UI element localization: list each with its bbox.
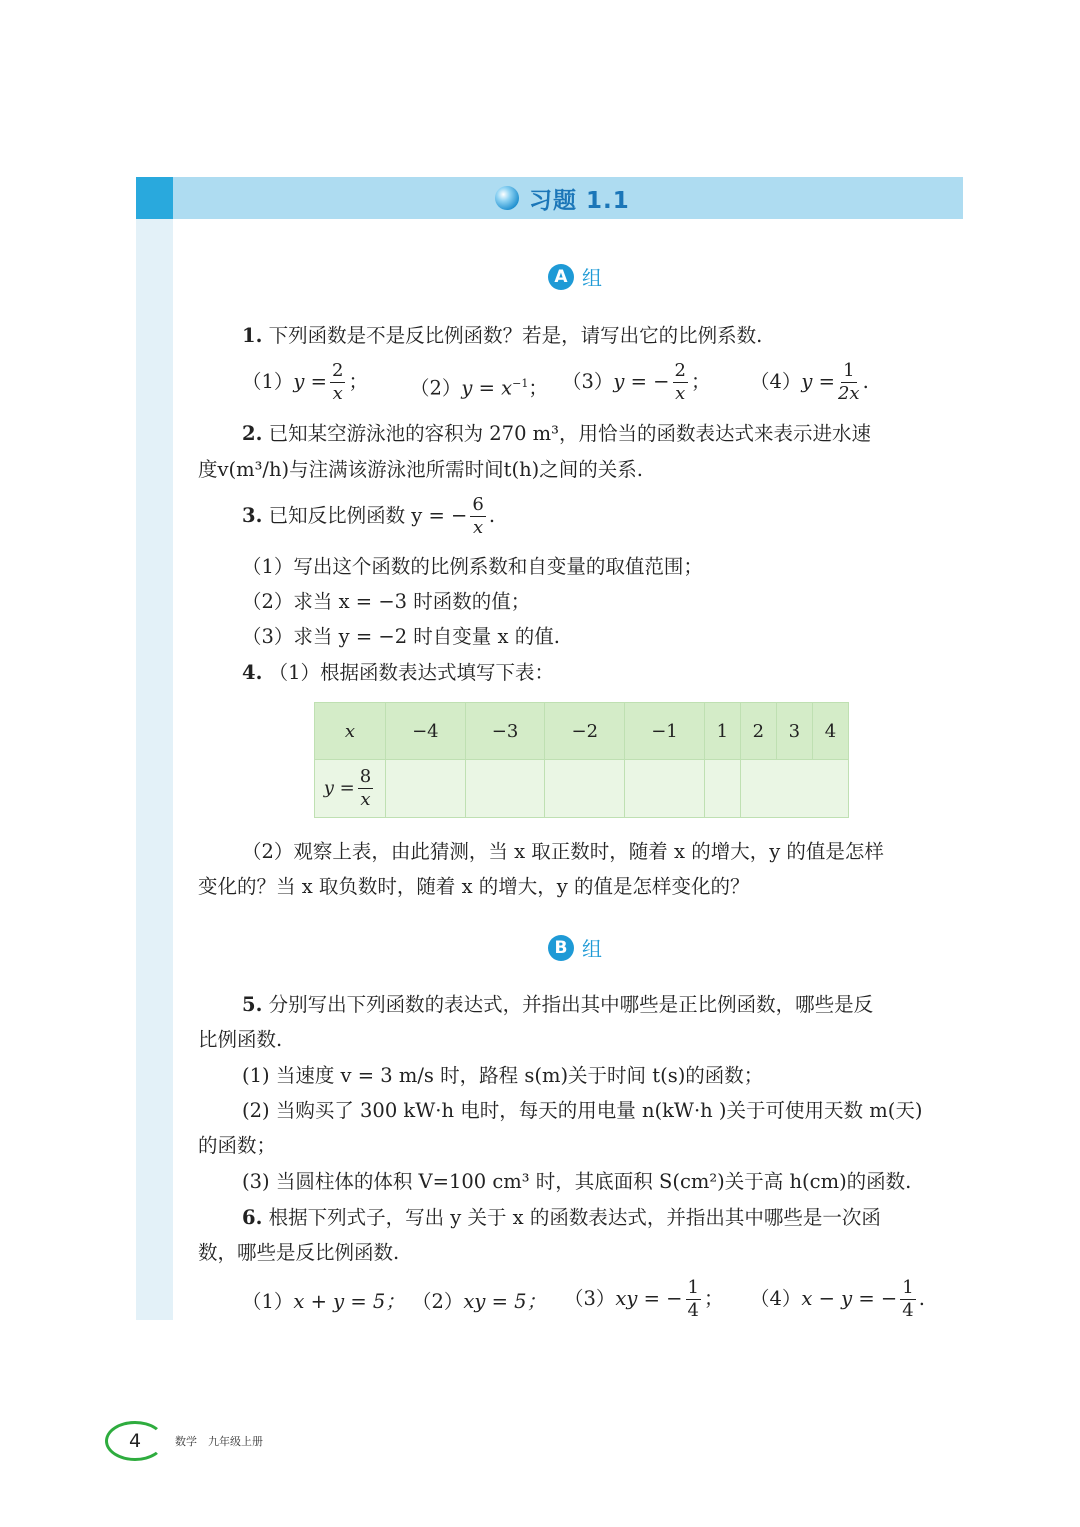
group-a-label: 组 (582, 266, 602, 290)
globe-icon (495, 186, 519, 210)
header-tab (136, 177, 173, 219)
q1-item-1: （1）y = $\frac{2}{x}$ ； (242, 360, 368, 404)
q4-text: 4. （1）根据函数表达式填写下表： (242, 661, 554, 684)
q5-line-1: 5. 分别写出下列函数的表达式，并指出其中哪些是正比例函数，哪些是反 (242, 993, 874, 1016)
group-a-heading (548, 262, 602, 291)
q5-line-2: 比例函数. (198, 1028, 283, 1051)
q6-item-1: （1）x + y = 5； (242, 1290, 405, 1313)
table-cell (386, 760, 466, 818)
q1-item-4: （4）y = $\frac{1}{2x}$ . (750, 360, 869, 404)
table-header-cell: −3 (465, 703, 545, 760)
group-b-label: 组 (582, 937, 602, 961)
q5-sub-2-line-1: (2) 当购买了 300 kW·h 电时，每天的用电量 n(kW·h )关于可使用天数 m(天) (242, 1099, 923, 1122)
exercise-title-text: 习题 1.1 (529, 187, 630, 214)
table-cell (465, 760, 545, 818)
table-cell (740, 760, 848, 818)
table-header-cell: 1 (704, 703, 740, 760)
q6-item-2: （2）xy = 5； (412, 1290, 547, 1313)
q3-sub-3: （3）求当 y = −2 时自变量 x 的值. (242, 625, 560, 648)
q4-sub2-line-2: 变化的？当 x 取负数时，随着 x 的增大，y 的值是怎样变化的？ (198, 875, 750, 898)
table-cell (625, 760, 705, 818)
group-b-heading (548, 933, 602, 962)
table-row-label: y = $\frac{8}{x}$ (315, 760, 386, 818)
table-header-cell: −1 (625, 703, 705, 760)
page-sidebar (136, 177, 173, 1320)
table-cell (704, 760, 740, 818)
q3-text: 3. 已知反比例函数 y = − $\frac{6}{x}$ . (242, 494, 496, 538)
table-header-cell: −4 (386, 703, 466, 760)
value-table (314, 702, 849, 818)
table-header-cell: 4 (812, 703, 848, 760)
q3-sub-1: （1）写出这个函数的比例系数和自变量的取值范围； (242, 555, 703, 578)
table-header-cell: x (315, 703, 386, 760)
table-header-cell: −2 (545, 703, 625, 760)
page-footer (105, 1421, 263, 1461)
table-header-cell: 2 (740, 703, 776, 760)
q1-text: 1. 下列函数是不是反比例函数？若是，请写出它的比例系数. (242, 324, 763, 347)
group-a-badge: A (548, 264, 574, 290)
page-number: 4 (105, 1421, 165, 1461)
table-row (315, 760, 849, 818)
exercise-title (495, 181, 630, 215)
table-header-cell: 3 (776, 703, 812, 760)
q1-item-3: （3）y = − $\frac{2}{x}$ ； (562, 360, 711, 404)
q5-sub-3: (3) 当圆柱体的体积 V=100 cm³ 时，其底面积 S(cm²)关于高 h(cm)的函数. (242, 1170, 912, 1193)
q6-item-3: （3）xy = − $\frac{1}{4}$ ； (564, 1277, 724, 1321)
q3-sub-2: （2）求当 x = −3 时函数的值； (242, 590, 531, 613)
q6-line-2: 数，哪些是反比例函数. (198, 1241, 400, 1264)
q6-item-4: （4）x − y = − $\frac{1}{4}$ . (750, 1277, 925, 1321)
group-b-badge: B (548, 935, 574, 961)
table-cell (545, 760, 625, 818)
q6-line-1: 6. 根据下列式子，写出 y 关于 x 的函数表达式，并指出其中哪些是一次函 (242, 1206, 881, 1229)
q2-line-1: 2. 已知某空游泳池的容积为 270 m³，用恰当的函数表达式来表示进水速 (242, 422, 871, 445)
q5-sub-1: (1) 当速度 v = 3 m/s 时，路程 s(m)关于时间 t(s)的函数； (242, 1064, 764, 1087)
q4-sub2-line-1: （2）观察上表，由此猜测，当 x 取正数时，随着 x 的增大，y 的值是怎样 (242, 840, 884, 863)
q5-sub-2-line-2: 的函数； (198, 1134, 277, 1157)
q1-item-2: $(2)y = x^{-1}$； (410, 376, 548, 400)
table-header-row (315, 703, 849, 760)
book-title: 数学 九年级上册 (175, 1435, 263, 1448)
q2-line-2: 度v(m³/h)与注满该游泳池所需时间t(h)之间的关系. (198, 458, 643, 481)
